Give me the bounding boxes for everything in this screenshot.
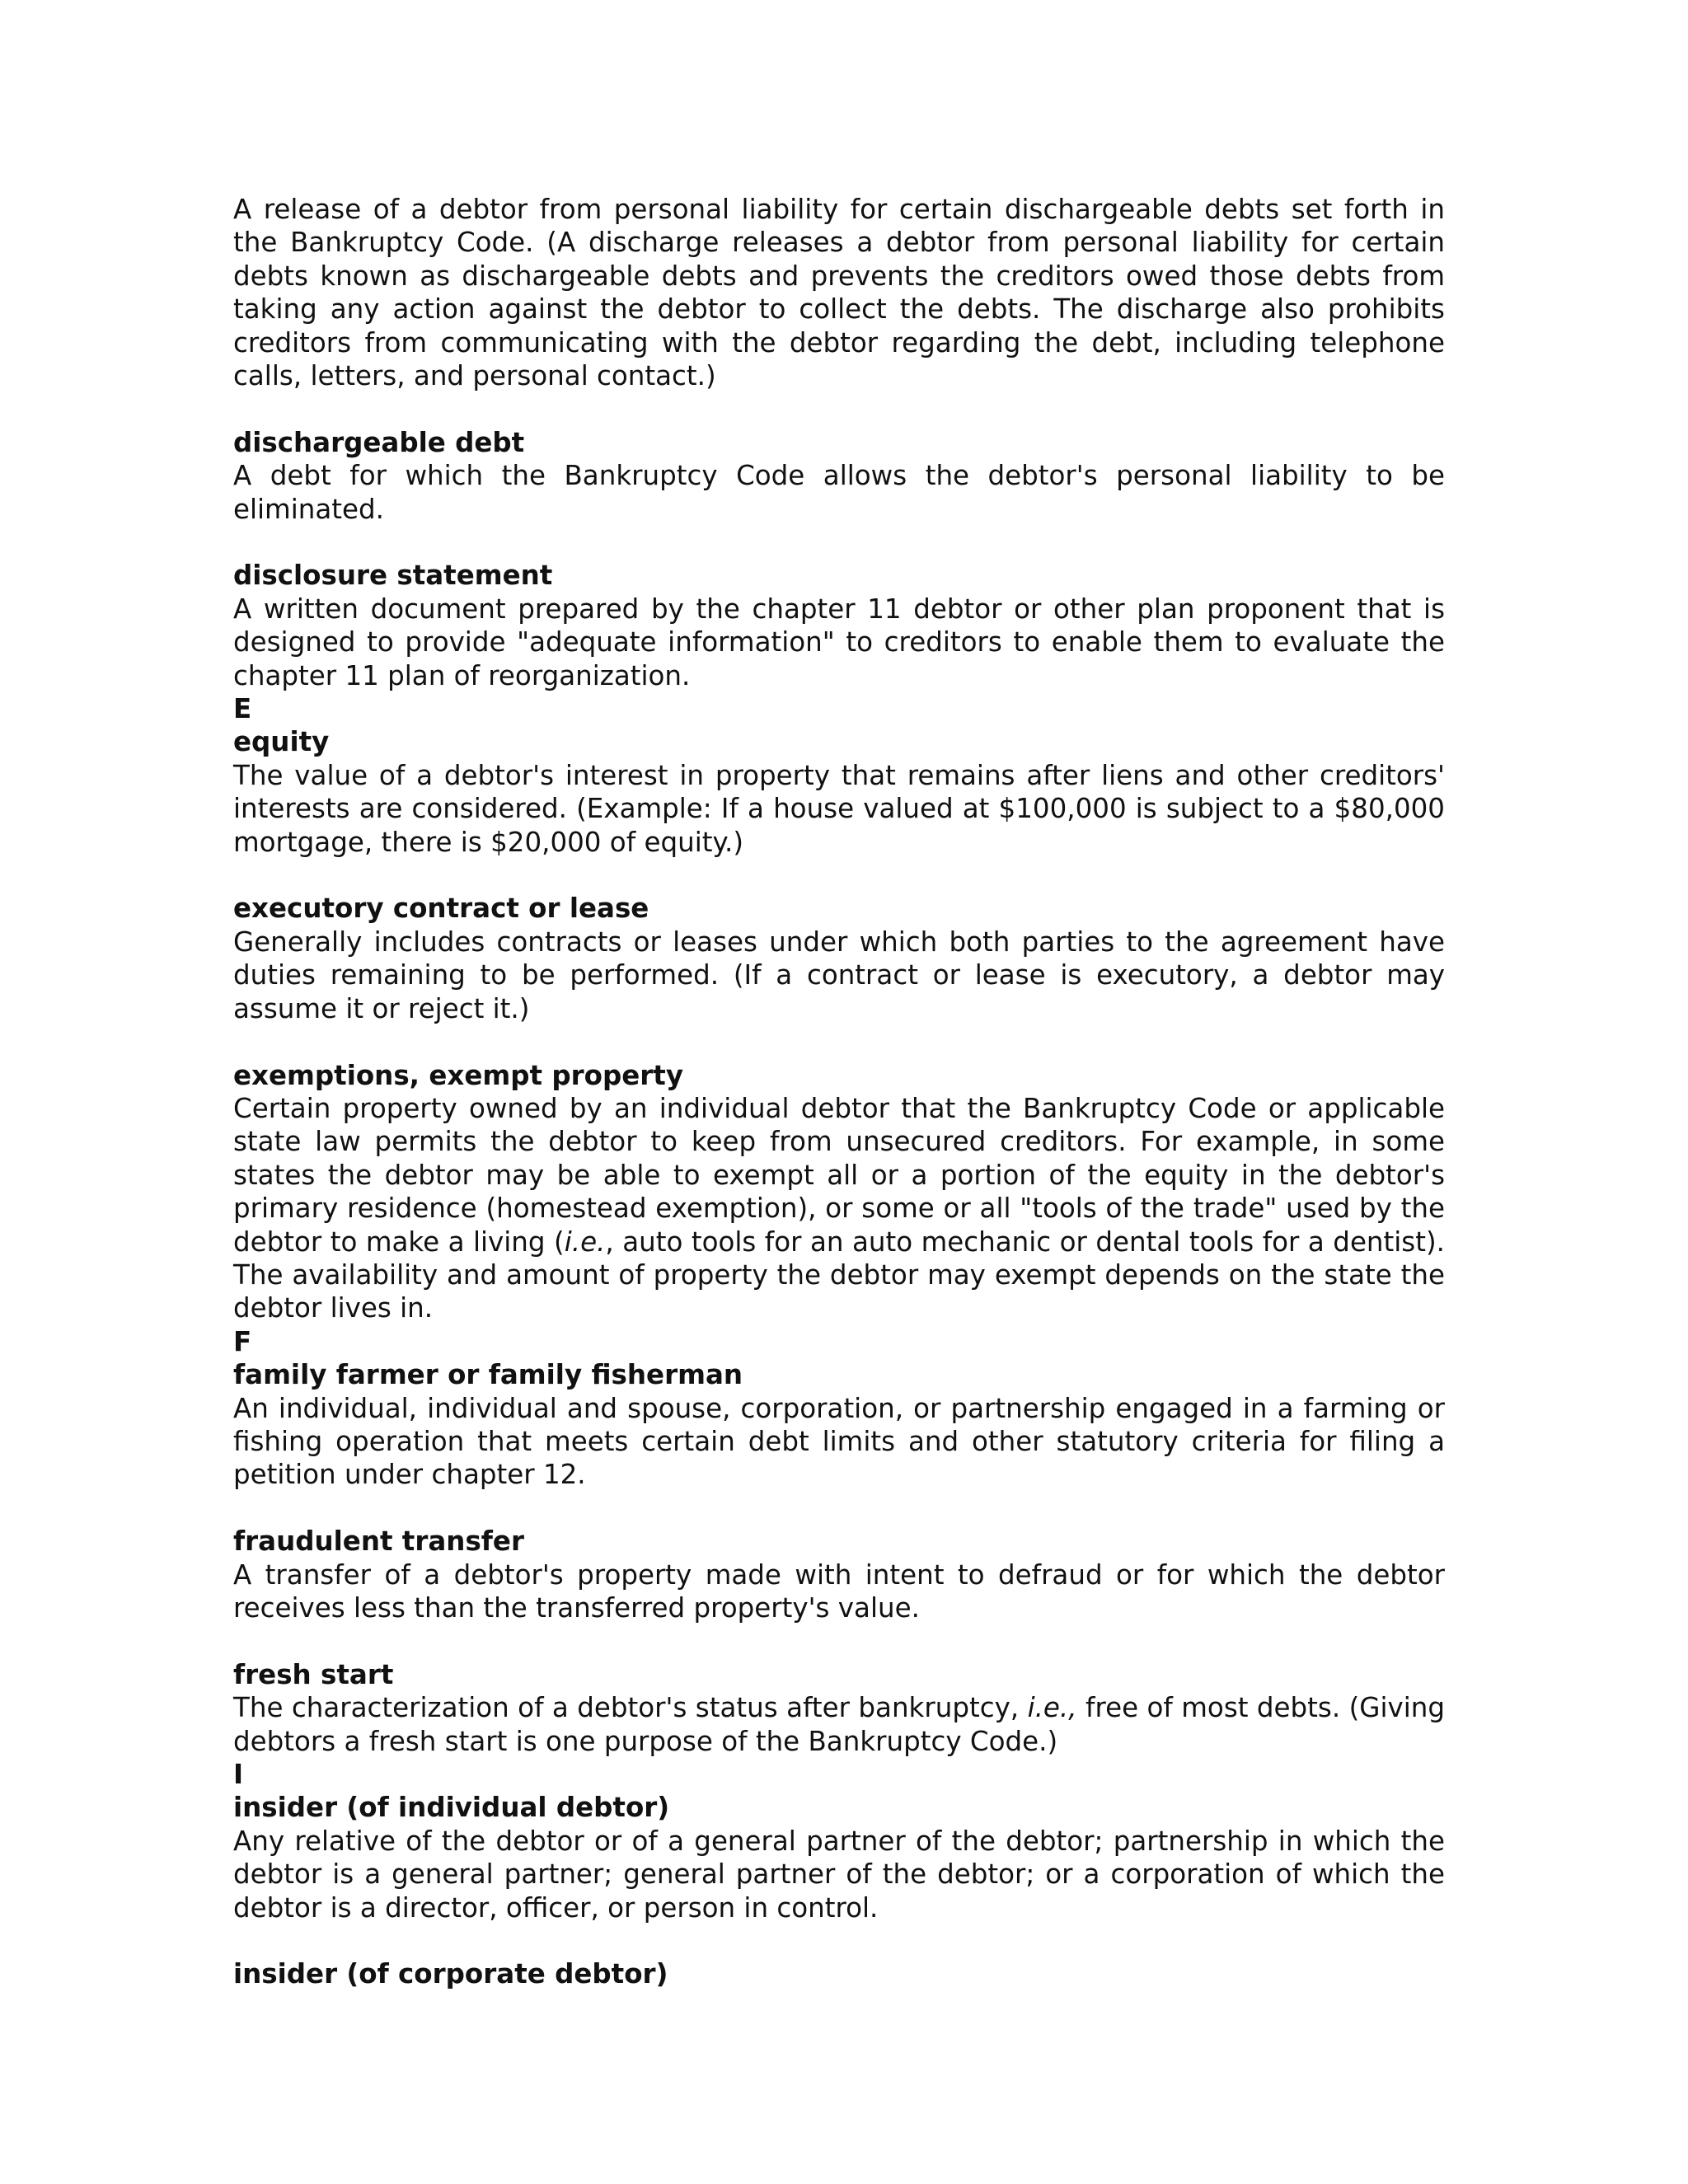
term-fraudulent-transfer: fraudulent transfer <box>233 1526 524 1558</box>
spacer <box>233 1025 1445 1058</box>
definition-fresh-start <box>233 1691 1445 1758</box>
term-disclosure-statement: disclosure statement <box>233 560 553 592</box>
spacer <box>233 392 1445 425</box>
term-insider-individual: insider (of individual debtor) <box>233 1792 670 1824</box>
definition-fresh-start-italic: i.e., <box>1027 1692 1077 1724</box>
spacer <box>233 1492 1445 1525</box>
definition-disclosure-statement: A written document prepared by the chapter 11 debtor or other plan proponent that is designed to provide "adequate information" to creditors to enable them to evaluate the chapter 11 plan of reorganization. <box>233 593 1445 691</box>
term-insider-corporate: insider (of corporate debtor) <box>233 1958 668 1990</box>
definition-exemptions-part1: Certain property owned by an individual debtor that the Bankruptcy Code or applicable state law permits the debtor to keep from unsecured creditors. For example, in some states the debtor may be able to exempt all or a portion of the equity in the debtor's primary residence (homestead exemption), or some or all "tools of the trade" used by the debtor to make a living ( <box>233 1092 1445 1258</box>
definition-dischargeable-debt: A debt for which the Bankruptcy Code allows the debtor's personal liability to be eliminated. <box>233 460 1445 525</box>
spacer <box>233 1924 1445 1957</box>
glossary-page <box>233 193 1445 1991</box>
section-letter-f: F <box>233 1325 252 1357</box>
definition-fraudulent-transfer: A transfer of a debtor's property made with intent to defraud or for which the debtor receives less than the transferred property's value. <box>233 1558 1445 1624</box>
definition-family-farmer: An individual, individual and spouse, corporation, or partnership engaged in a farming or fishing operation that meets certain debt limits and other statutory criteria for filing a petition under chapter 12. <box>233 1392 1445 1491</box>
spacer <box>233 526 1445 559</box>
term-dischargeable-debt: dischargeable debt <box>233 426 525 458</box>
section-letter-e: E <box>233 693 252 725</box>
term-equity: equity <box>233 726 330 758</box>
discharge-definition: A release of a debtor from personal liability for certain dischargeable debts set forth in the Bankruptcy Code. (A discharge releases a debtor from personal liability for certain debts known as dischargeable debts and prevents the creditors owed those debts from taking any action against the debtor to collect the debts. The discharge also prohibits creditors from communicating with the debtor regarding the debt, including telephone calls, letters, and personal contact.) <box>233 194 1445 392</box>
definition-exemptions <box>233 1092 1445 1325</box>
term-fresh-start: fresh start <box>233 1658 394 1690</box>
term-exemptions: exemptions, exempt property <box>233 1059 684 1091</box>
definition-fresh-start-part2: free of most debts. (Giving debtors a fresh start is one purpose of the Bankruptcy Code.) <box>233 1692 1445 1757</box>
definition-equity: The value of a debtor's interest in property that remains after liens and other creditors' interests are considered. (Example: If a house valued at $100,000 is subject to a $80,000 mortgage, there is $20,000 of equity.) <box>233 759 1445 858</box>
term-family-farmer: family farmer or family fisherman <box>233 1359 743 1391</box>
definition-exemptions-part2: , auto tools for an auto mechanic or dental tools for a dentist). The availability and amount of property the debtor may exempt depends on the state the debtor lives in. <box>233 1226 1445 1324</box>
spacer <box>233 859 1445 892</box>
term-executory-contract: executory contract or lease <box>233 893 649 925</box>
definition-executory-contract: Generally includes contracts or leases under which both parties to the agreement have duties remaining to be performed. (If a contract or lease is executory, a debtor may assume it or reject it.) <box>233 926 1445 1024</box>
definition-exemptions-italic: i.e. <box>564 1226 606 1258</box>
section-letter-i: I <box>233 1759 244 1790</box>
spacer <box>233 1624 1445 1657</box>
definition-fresh-start-part1: The characterization of a debtor's status after bankruptcy, <box>233 1692 1028 1724</box>
definition-insider-individual: Any relative of the debtor or of a general partner of the debtor; partnership in which the debtor is a general partner; general partner of the debtor; or a corporation of which the debtor is a director, officer, or person in control. <box>233 1825 1445 1924</box>
